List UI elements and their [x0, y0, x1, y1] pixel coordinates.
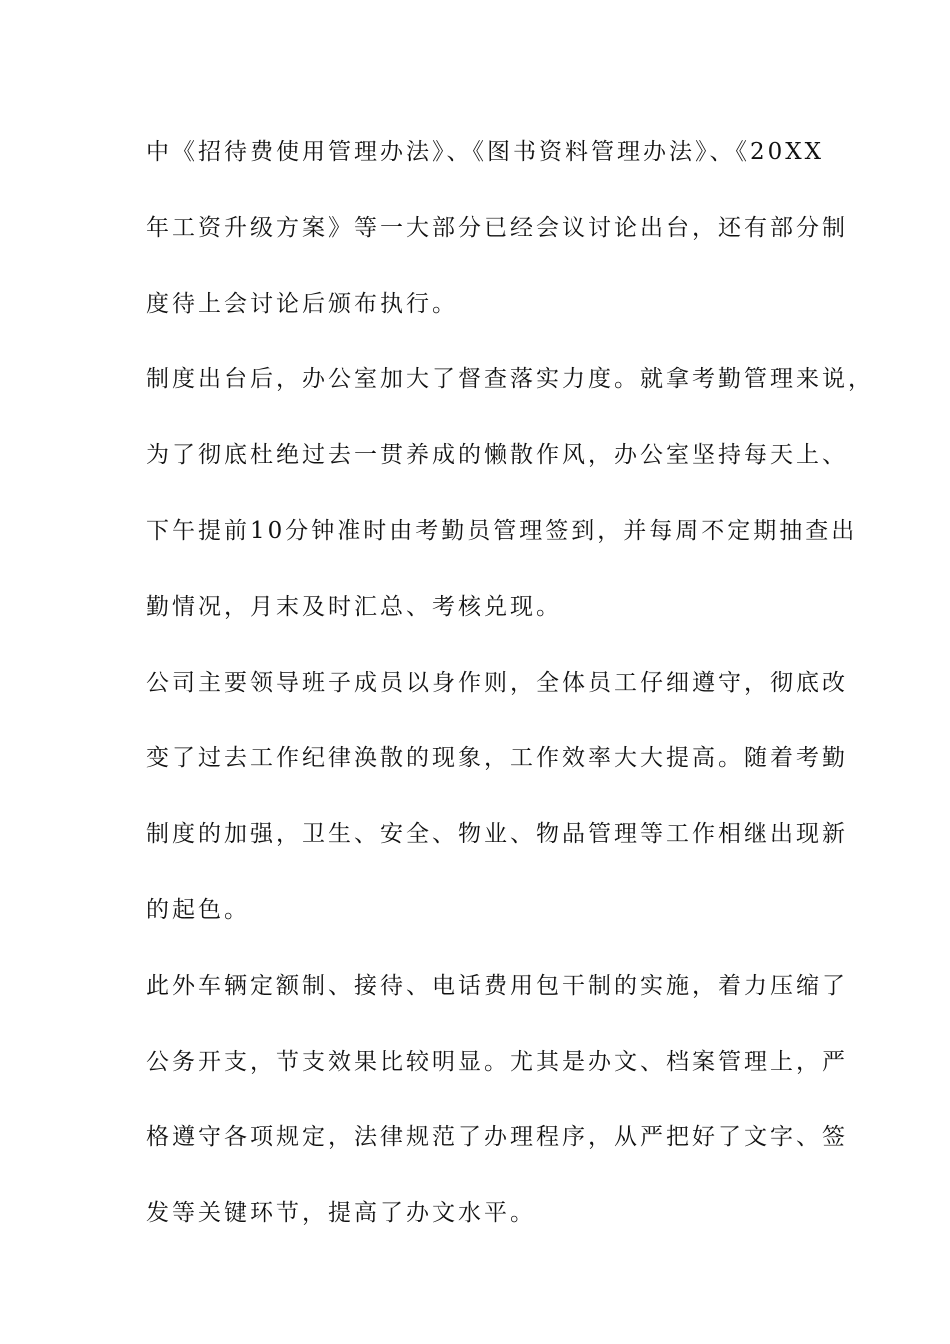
text-line: 制度出台后，办公室加大了督查落实力度。就拿考勤管理来说，	[146, 366, 874, 393]
text-line: 发等关键环节，提高了办文水平。	[146, 1200, 536, 1227]
text-line: 年工资升级方案》等一大部分已经会议讨论出台，还有部分制	[146, 214, 848, 241]
text-line: 度待上会讨论后颁布执行。	[146, 290, 458, 317]
text-line: 制度的加强，卫生、安全、物业、物品管理等工作相继出现新	[146, 821, 848, 848]
text-line: 此外车辆定额制、接待、电话费用包干制的实施，着力压缩了	[146, 972, 848, 999]
text-line: 下午提前10分钟准时由考勤员管理签到，并每周不定期抽查出	[146, 517, 858, 544]
text-line: 公务开支，节支效果比较明显。尤其是办文、档案管理上，严	[146, 1048, 848, 1075]
text-line: 勤情况，月末及时汇总、考核兑现。	[146, 593, 562, 620]
document-body	[146, 131, 874, 1268]
text-line: 的起色。	[146, 896, 250, 923]
text-line: 公司主要领导班子成员以身作则，全体员工仔细遵守，彻底改	[146, 669, 848, 696]
text-line: 变了过去工作纪律涣散的现象，工作效率大大提高。随着考勤	[146, 745, 848, 772]
text-line: 为了彻底杜绝过去一贯养成的懒散作风，办公室坚持每天上、	[146, 442, 848, 469]
text-line: 格遵守各项规定，法律规范了办理程序，从严把好了文字、签	[146, 1124, 848, 1151]
text-line: 中《招待费使用管理办法》、《图书资料管理办法》、《20XX	[146, 139, 825, 165]
